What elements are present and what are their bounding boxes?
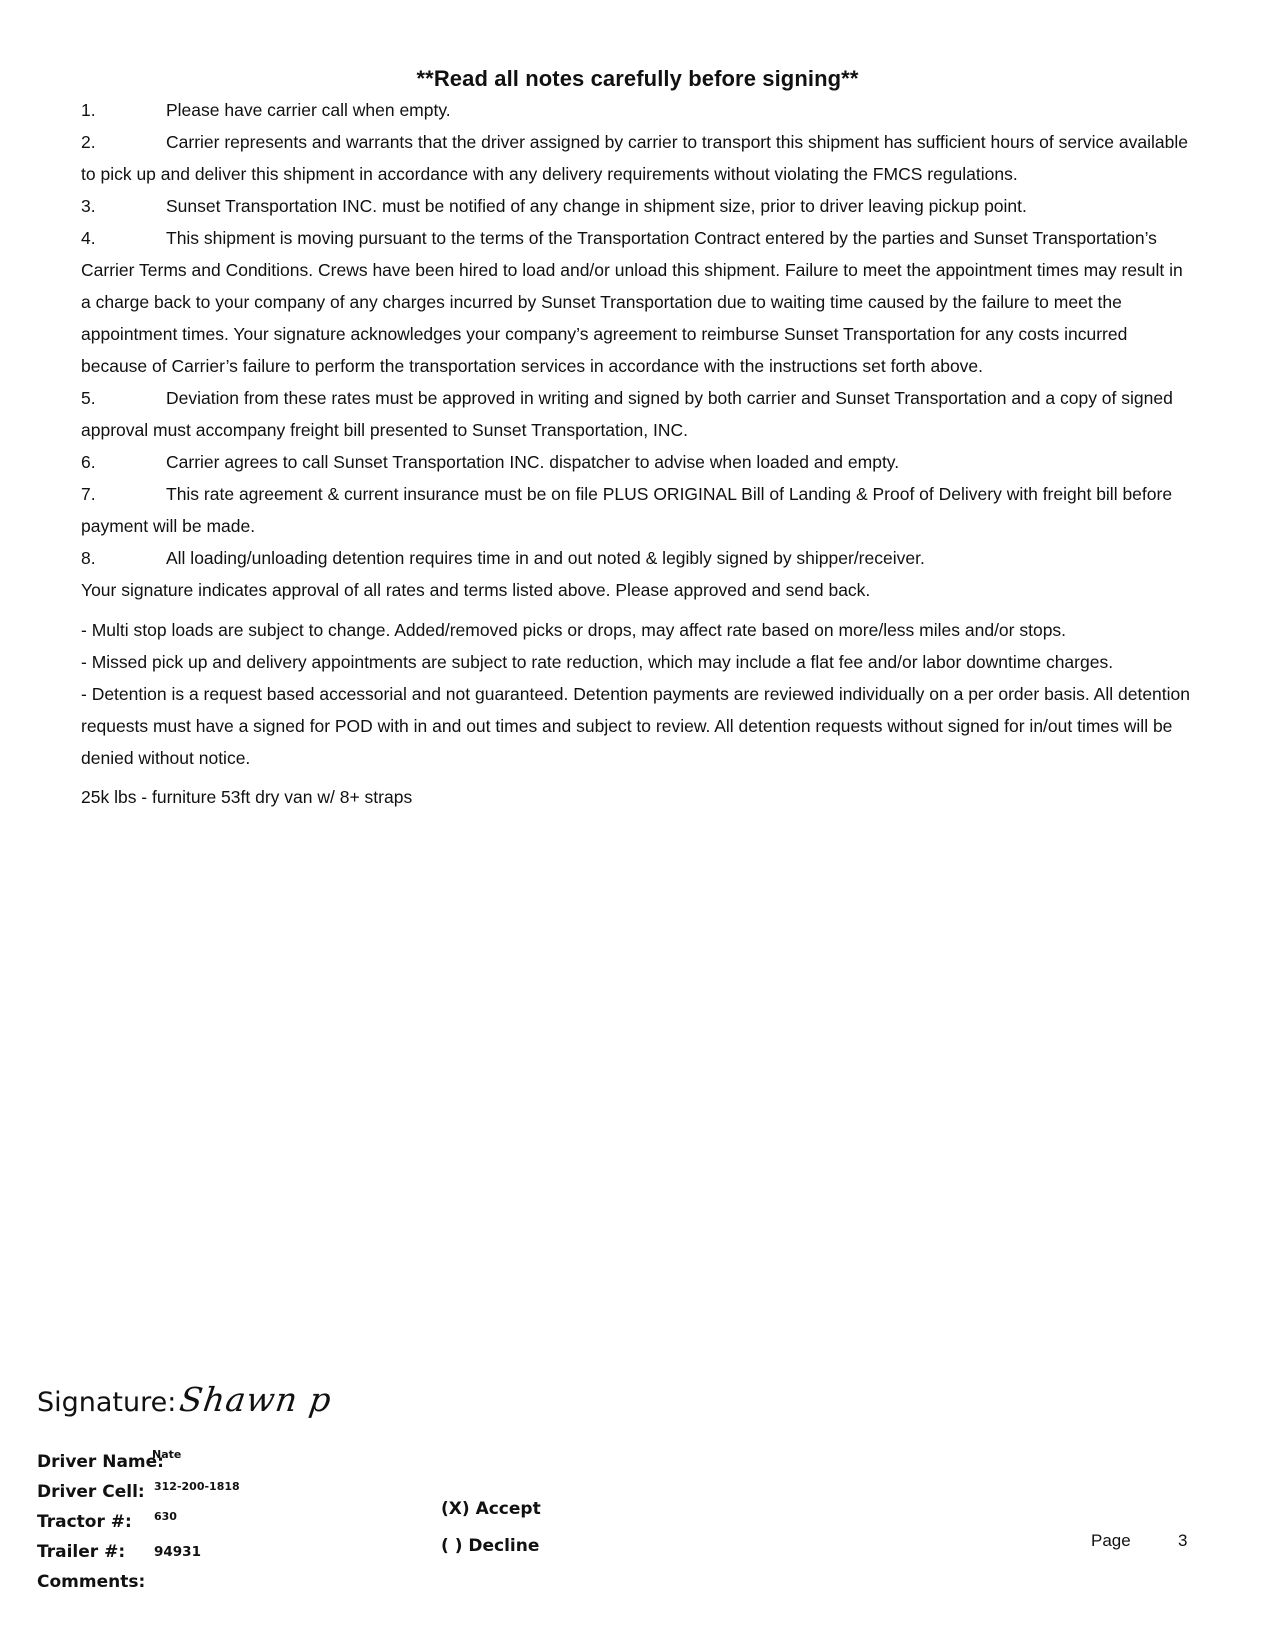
driver-name-value[interactable]: Nate xyxy=(152,1448,182,1461)
trailer-label: Trailer #: xyxy=(37,1542,126,1562)
approval-statement: Your signature indicates approval of all rates and terms listed above. Please approved and send back. xyxy=(81,580,871,600)
driver-cell-label: Driver Cell: xyxy=(37,1482,145,1502)
page-label: Page xyxy=(1091,1531,1131,1550)
page-number: 3 xyxy=(1178,1531,1188,1550)
tractor-row xyxy=(37,1510,177,1542)
note-number: 4. xyxy=(81,228,96,248)
note-number: 6. xyxy=(81,452,96,472)
note-item xyxy=(81,446,1191,478)
note-item xyxy=(81,190,1191,222)
note-item xyxy=(81,222,1191,382)
note-text: Carrier agrees to call Sunset Transportation INC. dispatcher to advise when loaded and empty. xyxy=(166,452,900,472)
note-item xyxy=(81,382,1191,446)
term-missed-appointments: - Missed pick up and delivery appointments are subject to rate reduction, which may include a flat fee and/or labor downtime charges. xyxy=(81,652,1114,672)
note-text: Please have carrier call when empty. xyxy=(166,100,451,120)
notes-list xyxy=(81,94,1191,813)
driver-name-label: Driver Name: xyxy=(37,1452,164,1472)
note-number: 2. xyxy=(81,132,96,152)
trailer-row xyxy=(37,1542,201,1572)
page-title: **Read all notes carefully before signing** xyxy=(416,66,859,91)
term-multi-stop: - Multi stop loads are subject to change. Added/removed picks or drops, may affect rate based on more/less miles and/or stops. xyxy=(81,620,1067,640)
note-text: All loading/unloading detention requires time in and out noted & legibly signed by shipper/receiver. xyxy=(166,548,925,568)
note-item xyxy=(81,94,1191,126)
note-number: 7. xyxy=(81,484,96,504)
signature-label: Signature: xyxy=(37,1387,177,1418)
note-item xyxy=(81,542,1191,574)
note-text: Carrier represents and warrants that the driver assigned by carrier to transport this shipment has sufficient hours of service available to pick up and deliver this shipment in accordance with any delivery requirements without violating the FMCS regulations. xyxy=(81,132,1188,184)
note-text: Deviation from these rates must be approved in writing and signed by both carrier and Sunset Transportation and a copy of signed approval must accompany freight bill presented to Sunset Transportation, INC. xyxy=(81,388,1173,440)
driver-name-row xyxy=(37,1448,182,1482)
note-text: This shipment is moving pursuant to the terms of the Transportation Contract entered by the parties and Sunset Transportation’s Carrier Terms and Conditions. Crews have been hired to load and/or unload this shipment. Failure to meet the appointment times may result in a charge back to your company of any charges incurred by Sunset Transportation due to waiting time caused by the failure to meet the appointment times. Your signature acknowledges your company’s agreement to reimburse Sunset Transportation for any costs incurred because of Carrier’s failure to perform the transportation services in accordance with the instructions set forth above. xyxy=(81,228,1183,376)
note-number: 1. xyxy=(81,100,96,120)
tractor-value[interactable]: 630 xyxy=(154,1510,177,1523)
response-options xyxy=(441,1499,541,1573)
term-detention: - Detention is a request based accessorial and not guaranteed. Detention payments are reviewed individually on a per order basis. All detention requests must have a signed for POD with in and out times and subject to review. All detention requests without signed for in/out times will be denied without notice. xyxy=(81,684,1191,768)
load-description: 25k lbs - furniture 53ft dry van w/ 8+ straps xyxy=(81,787,413,807)
signature-value[interactable]: Shawn p xyxy=(177,1380,335,1419)
accept-option[interactable]: (X) Accept xyxy=(441,1499,541,1519)
comments-label: Comments: xyxy=(37,1572,146,1592)
decline-option[interactable]: ( ) Decline xyxy=(441,1536,540,1556)
note-item xyxy=(81,478,1191,542)
tractor-label: Tractor #: xyxy=(37,1512,132,1532)
note-text: This rate agreement & current insurance must be on file PLUS ORIGINAL Bill of Landing & Proof of Delivery with freight bill before payment will be made. xyxy=(81,484,1173,536)
note-number: 3. xyxy=(81,196,96,216)
note-text: Sunset Transportation INC. must be notified of any change in shipment size, prior to driver leaving pickup point. xyxy=(166,196,1027,216)
driver-cell-value[interactable]: 312-200-1818 xyxy=(154,1480,240,1493)
note-item xyxy=(81,126,1191,190)
driver-cell-row xyxy=(37,1480,240,1512)
comments-row xyxy=(37,1572,164,1602)
driver-info xyxy=(37,1448,240,1602)
note-number: 8. xyxy=(81,548,96,568)
signature-row xyxy=(37,1380,335,1436)
additional-terms xyxy=(81,614,1191,813)
note-number: 5. xyxy=(81,388,96,408)
trailer-value[interactable]: 94931 xyxy=(154,1544,201,1560)
